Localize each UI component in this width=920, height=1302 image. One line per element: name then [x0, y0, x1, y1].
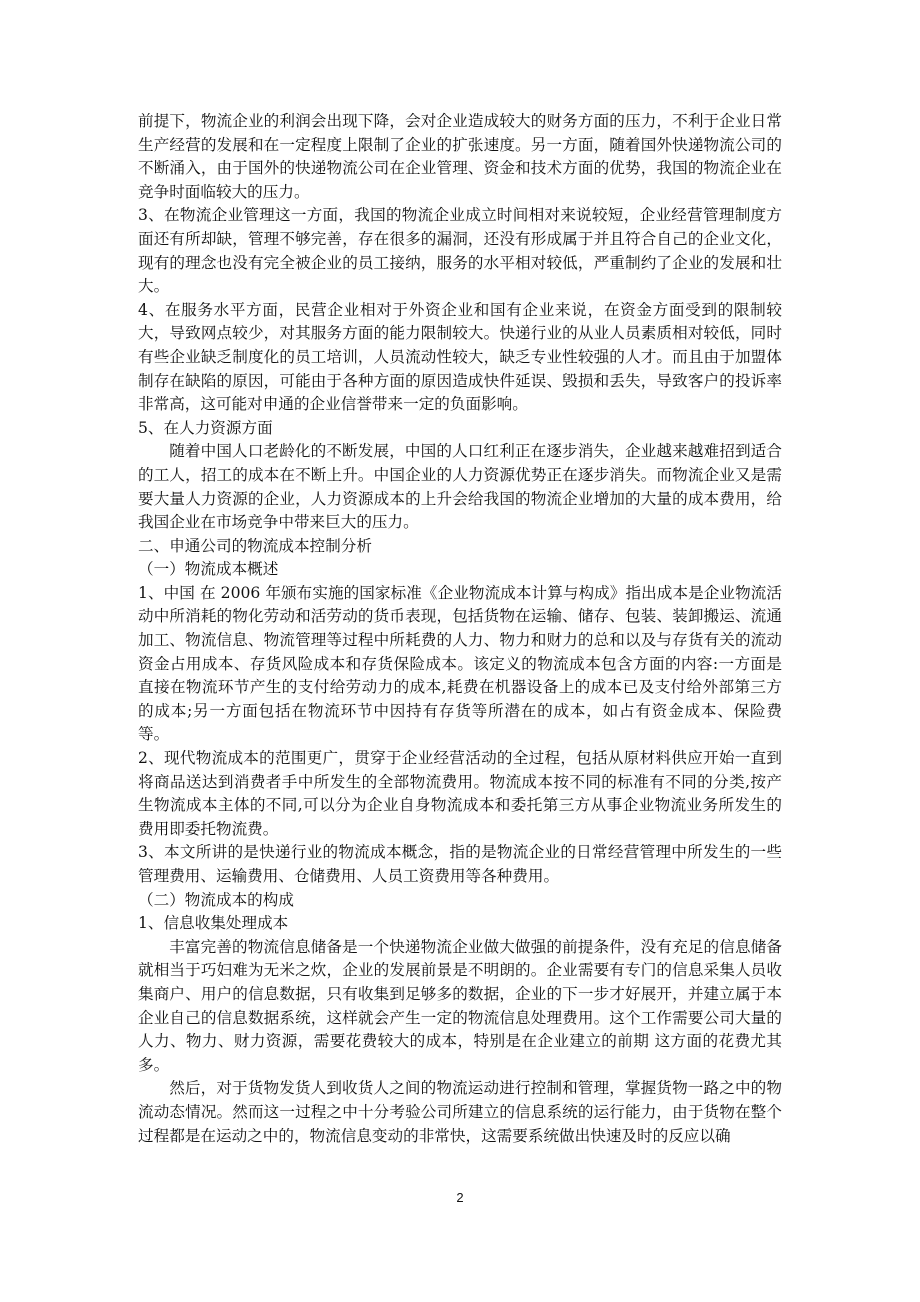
paragraph-item-4: 4、在服务水平方面，民营企业相对于外资企业和国有企业来说，在资金方面受到的限制较大，导致网点较少，对其服务方面的能力限制较大。快递行业的从业人员素质相对较低，同时有些企业缺乏制度化的员工培训，人员流动性较大，缺乏专业性较强的人才。而且由于加盟体制存在缺陷的原因，可能由于各种方面的原因造成快件延误、毁损和丢失，导致客户的投诉率非常高，这可能对申通的企业信誉带来一定的负面影响。	[138, 300, 782, 414]
subsection-heading-2: （二）物流成本的构成	[138, 890, 294, 909]
document-body	[138, 110, 782, 1148]
paragraph-cost-scope: 2、现代物流成本的范围更广，贯穿于企业经营活动的全过程，包括从原材料供应开始一直到将商品送达到消费者手中所发生的全部物流费用。物流成本按不同的标准有不同的分类,按产生物流成本主体的不同,可以分为企业自身物流成本和委托第三方从事企业物流业务所发生的费用即委托物流费。	[138, 749, 782, 838]
paragraph-human-resources: 随着中国人口老龄化的不断发展，中国的人口红利正在逐步消失，企业越来越难招到适合的工人，招工的成本在不断上升。中国企业的人力资源优势正在逐步消失。而物流企业又是需要大量人力资源的企业，人力资源成本的上升会给我国的物流企业增加的大量的成本费用，给我国企业在市场竞争中带来巨大的压力。	[138, 442, 782, 532]
paragraph-item-3: 3、在物流企业管理这一方面，我国的物流企业成立时间相对来说较短，企业经营管理制度方面还有所却缺，管理不够完善，存在很多的漏洞，还没有形成属于并且符合自己的企业文化，现有的理念也没有完全被企业的员工接纳，服务的水平相对较低，严重制约了企业的发展和壮大。	[138, 206, 782, 296]
paragraph-cost-concept: 3、本文所讲的是快递行业的物流成本概念，指的是物流企业的日常经营管理中所发生的一些管理费用、运输费用、仓储费用、人员工资费用等各种费用。	[138, 843, 782, 885]
paragraph-info-cost: 丰富完善的物流信息储备是一个快递物流企业做大做强的前提条件，没有充足的信息储备就相当于巧妇难为无米之炊，企业的发展前景是不明朗的。企业需要有专门的信息采集人员收集商户、用户的信息数据，只有收集到足够多的数据，企业的下一步才好展开，并建立属于本企业自己的信息数据系统，这样就会产生一定的物流信息处理费用。这个工作需要公司大量的人力、物力、财力资源，需要花费较大的成本，特别是在企业建立的前期 这方面的花费尤其多。	[138, 937, 782, 1074]
page-number: 2	[456, 1190, 464, 1205]
paragraph-continuation: 前提下，物流企业的利润会出现下降，会对企业造成较大的财务方面的压力，不利于企业日常生产经营的发展和在一定程度上限制了企业的扩张速度。另一方面，随着国外快递物流公司的不断涌入，由于国外的快递物流公司在企业管理、资金和技术方面的优势，我国的物流企业在竞争时面临较大的压力。	[138, 112, 782, 201]
paragraph-cost-definition: 1、中国 在 2006 年颁布实施的国家标准《企业物流成本计算与构成》指出成本是企业物流活动中所消耗的物化劳动和活劳动的货币表现，包括货物在运输、储存、包装、装卸搬运、流通加工、物流信息、物流管理等过程中所耗费的人力、物力和财力的总和以及与存货有关的流动资金占用成本、存货风险成本和存货保险成本。该定义的物流成本包含方面的内容:一方面是直接在物流环节产生的支付给劳动力的成本,耗费在机器设备上的成本已及支付给外部第三方的成本;另一方面包括在物流环节中因持有存货等所潜在的成本，如占有资金成本、保险费等。	[138, 583, 782, 744]
heading-human-resources: 5、在人力资源方面	[138, 418, 273, 437]
subsection-heading-1: （一）物流成本概述	[138, 560, 279, 579]
section-heading-2: 二、申通公司的物流成本控制分析	[138, 536, 372, 555]
heading-info-cost: 1、信息收集处理成本	[138, 914, 289, 933]
paragraph-info-control: 然后，对于货物发货人到收货人之间的物流运动进行控制和管理，掌握货物一路之中的物流动态情况。然而这一过程之中十分考验公司所建立的信息系统的运行能力，由于货物在整个过程都是在运动之中的，物流信息变动的非常快，这需要系统做出快速及时的反应以确	[138, 1079, 782, 1145]
